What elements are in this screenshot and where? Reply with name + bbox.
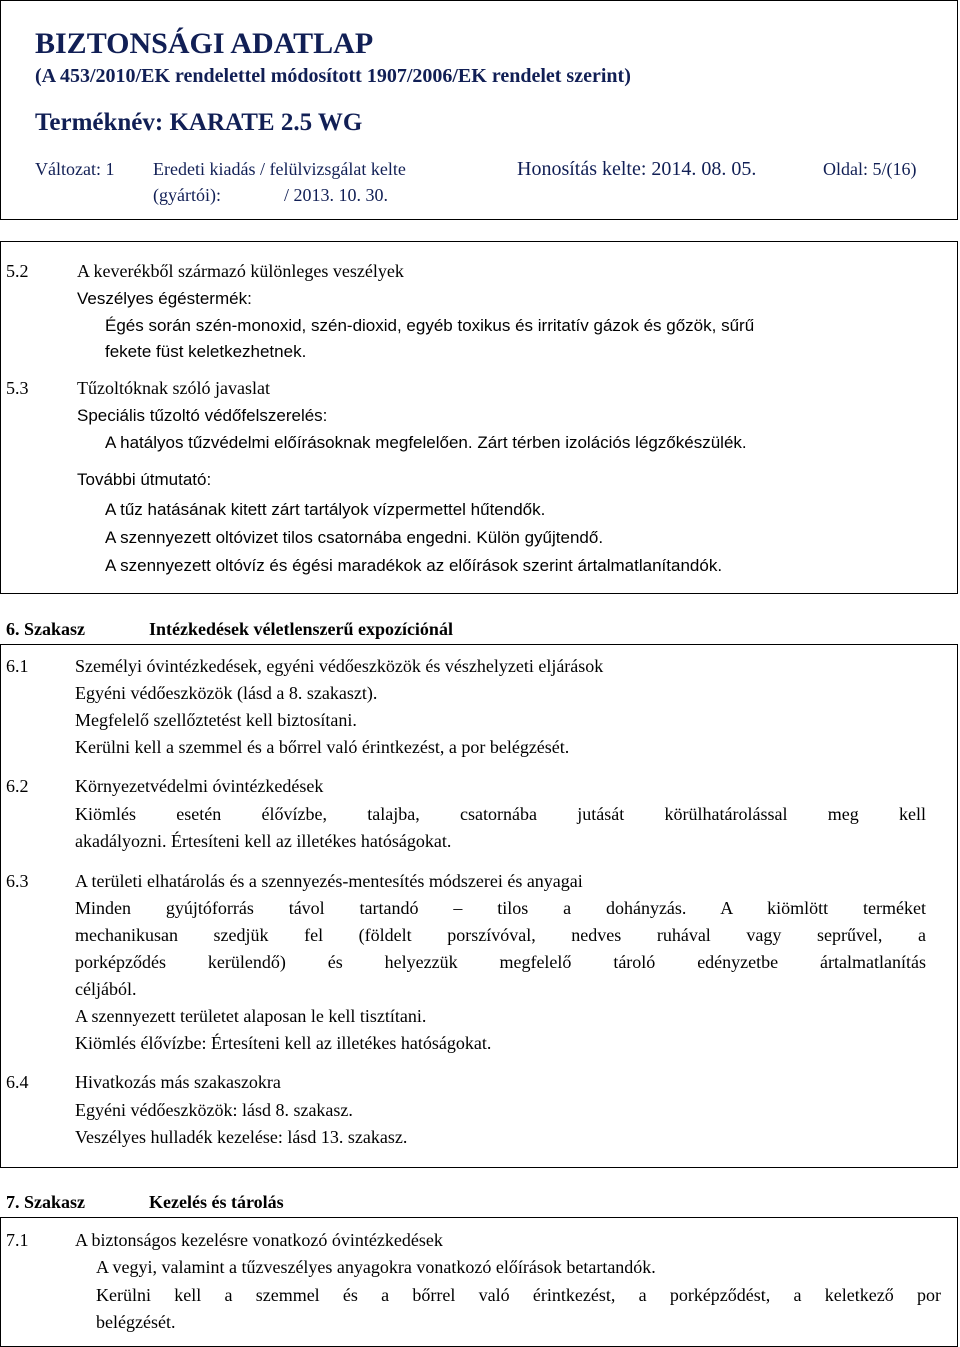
s63-text-line: céljából.: [75, 979, 137, 999]
s62-title: Környezetvédelmi óvintézkedések: [75, 776, 324, 796]
s52-text-line: Égés során szén-monoxid, szén-dioxid, egyéb toxikus és irritatív gázok és gőzök, sűrű: [105, 316, 755, 335]
s53-subheading: További útmutató:: [77, 470, 212, 489]
s71-text-line: Kerülni kell a szemmel és a bőrrel való érintkezést, a porképződést, a keletkező por: [96, 1285, 941, 1305]
s62-text-line: Kiömlés esetén élővízbe, talajba, csatornába jutását körülhatárolással meg kell: [75, 804, 926, 824]
s71-text-line: A vegyi, valamint a tűzveszélyes anyagokra vonatkozó előírások betartandók.: [96, 1257, 656, 1277]
s63-text-line: porképződés kerülendő) és helyezzük megfelelő tároló edényzetbe ártalmatlanítás: [75, 952, 926, 972]
s71-title: A biztonságos kezelésre vonatkozó óvintézkedések: [75, 1230, 443, 1250]
s53-text-line: A hatályos tűzvédelmi előírásoknak megfelelően. Zárt térben izolációs légzőkészülék.: [105, 433, 747, 452]
document-title: BIZTONSÁGI ADATLAP: [35, 27, 374, 60]
product-name: Terméknév: KARATE 2.5 WG: [35, 109, 363, 136]
s63-text-line: Minden gyújtóforrás távol tartandó – tilos a dohányzás. A kiömlött terméket: [75, 898, 926, 918]
localization-date: Honosítás kelte: 2014. 08. 05.: [517, 158, 757, 180]
s52-number: 5.2: [6, 261, 29, 281]
s63-text-line: A szennyezett területet alaposan le kell tisztítani.: [75, 1006, 427, 1026]
section-6-number: 6. Szakasz: [6, 619, 86, 639]
s52-subheading: Veszélyes égéstermék:: [77, 289, 252, 308]
maker-date: / 2013. 10. 30.: [284, 185, 389, 205]
s64-text-line: Egyéni védőeszközök: lásd 8. szakasz.: [75, 1100, 353, 1120]
s64-number: 6.4: [6, 1072, 29, 1092]
s62-number: 6.2: [6, 776, 29, 796]
section-6-title: Intézkedések véletlenszerű expozíciónál: [149, 619, 453, 639]
s64-title: Hivatkozás más szakaszokra: [75, 1072, 281, 1092]
s53-text-line: A szennyezett oltóvizet tilos csatornába engedni. Külön gyűjtendő.: [105, 528, 604, 547]
s63-text-line: mechanikusan szedjük fel (földelt porszívóval, nedves ruhával vagy seprűvel, a: [75, 925, 926, 945]
s63-title: A területi elhatárolás és a szennyezés-mentesítés módszerei és anyagai: [75, 871, 583, 891]
s53-text-line: A szennyezett oltóvíz és égési maradékok az előírások szerint ártalmatlanítandók.: [105, 556, 723, 575]
s61-text-line: Kerülni kell a szemmel és a bőrrel való érintkezést, a por belégzését.: [75, 737, 570, 757]
section-7-number: 7. Szakasz: [6, 1192, 86, 1212]
s62-text-line: akadályozni. Értesíteni kell az illetékes hatóságokat.: [75, 831, 452, 851]
s64-text-line: Veszélyes hulladék kezelése: lásd 13. szakasz.: [75, 1127, 408, 1147]
s53-text-line: A tűz hatásának kitett zárt tartályok vízpermettel hűtendők.: [105, 500, 546, 519]
s71-number: 7.1: [6, 1230, 29, 1250]
regulation-subtitle: (A 453/2010/EK rendelettel módosított 1907/2006/EK rendelet szerint): [35, 65, 631, 87]
version-label: Változat: 1: [35, 159, 115, 179]
s52-title: A keverékből származó különleges veszélyek: [77, 261, 404, 281]
maker-label: (gyártói):: [153, 185, 221, 205]
s53-title: Tűzoltóknak szóló javaslat: [77, 378, 270, 398]
s63-number: 6.3: [6, 871, 29, 891]
s61-number: 6.1: [6, 656, 29, 676]
section-7-title: Kezelés és tárolás: [149, 1192, 284, 1212]
original-issue-label: Eredeti kiadás / felülvizsgálat kelte: [153, 159, 406, 179]
s53-number: 5.3: [6, 378, 29, 398]
s61-text-line: Megfelelő szellőztetést kell biztosítani.: [75, 710, 357, 730]
s61-title: Személyi óvintézkedések, egyéni védőeszközök és vészhelyzeti eljárások: [75, 656, 604, 676]
document-header: [0, 0, 958, 220]
s52-text-line: fekete füst keletkezhetnek.: [105, 342, 307, 361]
s61-text-line: Egyéni védőeszközök (lásd a 8. szakaszt).: [75, 683, 378, 703]
s53-subheading: Speciális tűzoltó védőfelszerelés:: [77, 406, 328, 425]
s63-text-line: Kiömlés élővízbe: Értesíteni kell az illetékes hatóságokat.: [75, 1033, 492, 1053]
page-number: Oldal: 5/(16): [823, 159, 917, 179]
s71-text-line: belégzését.: [96, 1312, 176, 1332]
